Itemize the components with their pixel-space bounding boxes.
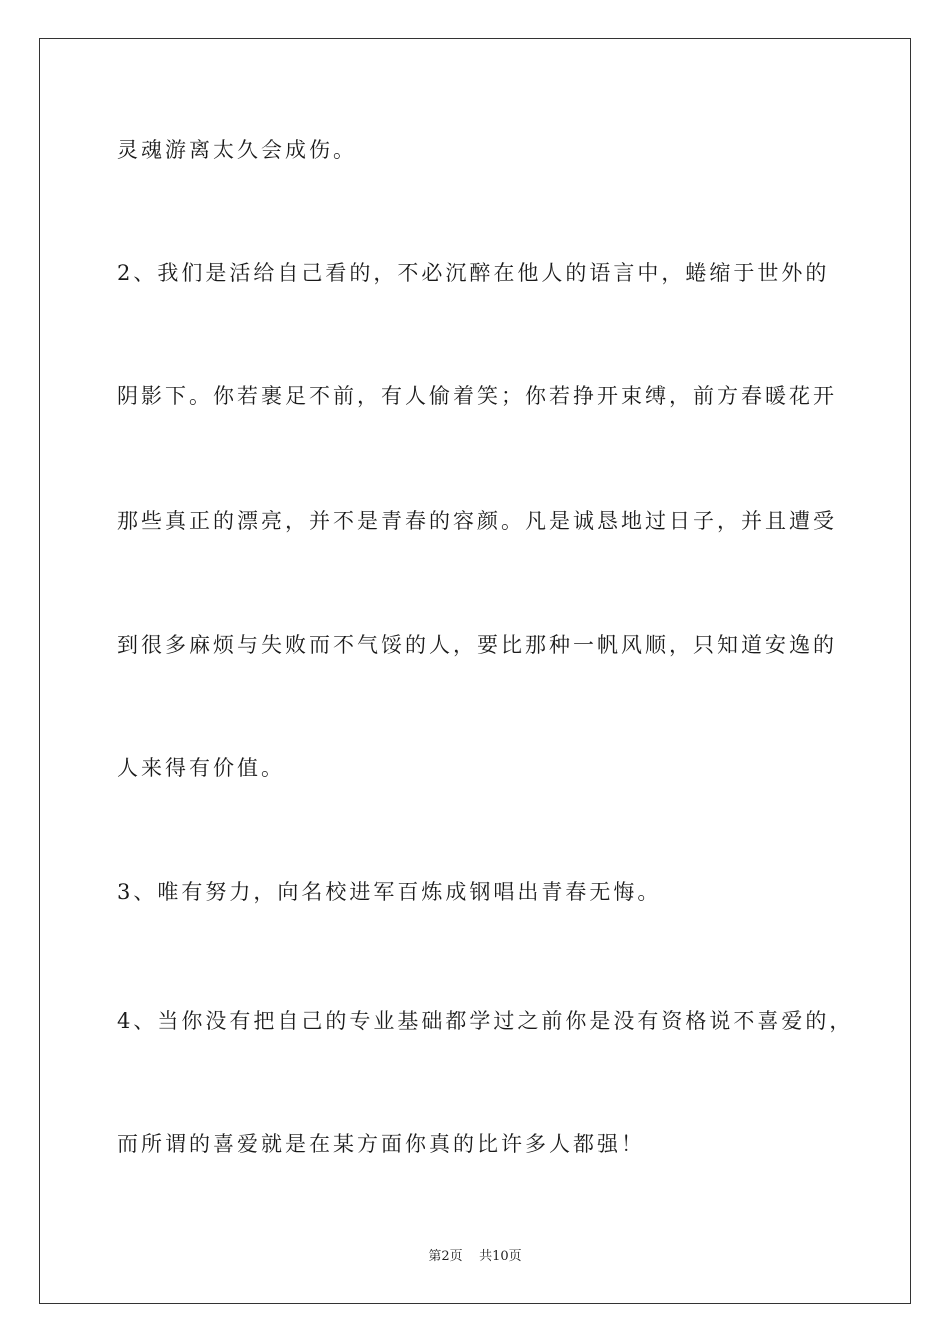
current-page-label: 第2页: [428, 1249, 463, 1264]
total-pages-label: 共10页: [479, 1249, 522, 1264]
text-line-6: 人来得有价值。: [117, 756, 285, 780]
text-line-8: 4、当你没有把自己的专业基础都学过之前你是没有资格说不喜爱的，: [117, 1009, 854, 1033]
text-line-7: 3、唯有努力，向名校进军百炼成钢唱出青春无悔。: [117, 880, 662, 904]
text-line-9: 而所谓的喜爱就是在某方面你真的比许多人都强！: [117, 1132, 645, 1156]
text-line-2: 2、我们是活给自己看的，不必沉醉在他人的语言中，蜷缩于世外的: [117, 261, 830, 285]
text-line-3: 阴影下。你若裹足不前，有人偷着笑；你若挣开束缚，前方春暖花开: [117, 384, 837, 408]
text-line-1: 灵魂游离太久会成伤。: [117, 138, 357, 162]
page-footer: [0, 1250, 950, 1263]
text-line-4: 那些真正的漂亮，并不是青春的容颜。凡是诚恳地过日子，并且遭受: [117, 509, 837, 533]
page-border: [39, 38, 911, 1304]
text-line-5: 到很多麻烦与失败而不气馁的人，要比那种一帆风顺，只知道安逸的: [117, 633, 837, 657]
